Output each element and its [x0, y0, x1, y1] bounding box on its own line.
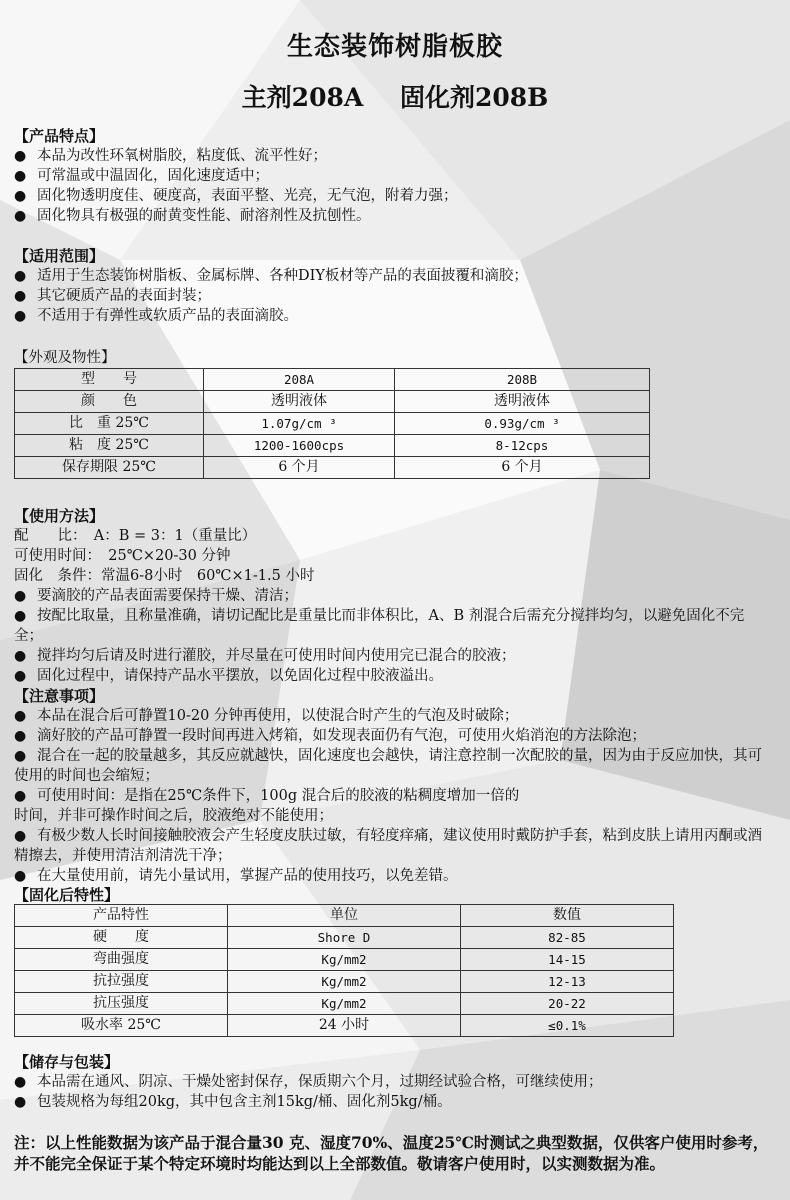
notes-item: ● 滴好胶的产品可静置一段时间再进入烤箱，如发现表面仍有气泡，可使用火焰消泡的方法除泡；: [14, 726, 646, 746]
table-cell: 14-15: [461, 949, 674, 971]
table-cell: 6 个月: [395, 457, 650, 479]
table-cell: Kg/mm2: [228, 971, 461, 993]
notes-item: ● 在大量使用前，请先小量试用，掌握产品的使用技巧，以免差错。: [14, 866, 458, 886]
table-cell: 6 个月: [204, 457, 395, 479]
table-cell: 保存期限 25℃: [15, 457, 204, 479]
table-cell: 12-13: [461, 971, 674, 993]
table-cell: Kg/mm2: [228, 993, 461, 1015]
properties-table: [14, 368, 650, 479]
scope-item: ● 适用于生态装饰树脂板、金属标牌、各种DIY板材等产品的表面披覆和滴胶；: [14, 266, 528, 286]
table-cell: 型 号: [15, 369, 204, 391]
table-cell: 1.07g/cm ³: [204, 413, 395, 435]
table-cell: ≤0.1%: [461, 1015, 674, 1037]
cured-heading: 【固化后特性】: [14, 886, 120, 904]
cured-properties-table: [14, 904, 674, 1037]
notes-item: ● 可使用时间：是指在25℃条件下，100g 混合后的胶液的粘稠度增加一倍的: [14, 786, 519, 806]
notes-item: ● 有极少数人长时间接触胶液会产生轻度皮肤过敏，有轻度痒痛，建议使用时戴防护手套，粘到皮肤上请用丙酮或酒精擦去，并使用清洁剂清洗干净；: [14, 826, 772, 866]
table-cell: 吸水率 25℃: [15, 1015, 228, 1037]
document-title: 生态装饰树脂板胶: [286, 32, 503, 62]
table-cell: 硬 度: [15, 927, 228, 949]
table-row: [15, 949, 674, 971]
table-cell: 20-22: [461, 993, 674, 1015]
table-cell: 抗压强度: [15, 993, 228, 1015]
notes-item-continued: 时间，并非可操作时间之后，胶液绝对不能使用；: [14, 808, 333, 824]
table-cell: 8-12cps: [395, 435, 650, 457]
table-row: [15, 435, 650, 457]
features-item: ● 可常温或中温固化，固化速度适中；: [14, 166, 269, 186]
table-row: [15, 971, 674, 993]
table-cell: 208B: [395, 369, 650, 391]
table-cell: 抗拉强度: [15, 971, 228, 993]
table-cell: 1200-1600cps: [204, 435, 395, 457]
table-cell: 208A: [204, 369, 395, 391]
usage-pot-life: 可使用时间： 25℃×20-30 分钟: [14, 548, 231, 564]
features-heading: 【产品特点】: [14, 127, 105, 145]
table-row: [15, 391, 650, 413]
table-cell: 0.93g/cm ³: [395, 413, 650, 435]
table-header: 单位: [228, 905, 461, 927]
storage-heading: 【储存与包装】: [14, 1053, 120, 1071]
table-row: [15, 369, 650, 391]
notes-item: ● 本品在混合后可静置10-20 分钟再使用，以使混合时产生的气泡及时破除；: [14, 706, 518, 726]
footnote: 注：以上性能数据为该产品于混合量30 克、湿度70%、温度25℃时测试之典型数据，仅供客户使用时参考，并不能完全保证于某个特定环境时均能达到以上全部数值。敬请客户使用时，以实测数据为准。: [14, 1133, 769, 1173]
usage-item: ● 按配比取量，且称量准确，请切记配比是重量比而非体积比，A、B 剂混合后需充分搅拌均匀，以避免固化不完全；: [14, 606, 772, 646]
storage-item: ● 包装规格为每组20kg，其中包含主剂15kg/桶、固化剂5kg/桶。: [14, 1092, 452, 1112]
table-cell: 粘 度 25℃: [15, 435, 204, 457]
table-cell: 颜 色: [15, 391, 204, 413]
table-cell: 比 重 25℃: [15, 413, 204, 435]
table-cell: 透明液体: [395, 391, 650, 413]
table-cell: 透明液体: [204, 391, 395, 413]
table-header-row: [15, 905, 674, 927]
table-cell: 弯曲强度: [15, 949, 228, 971]
scope-heading: 【适用范围】: [14, 247, 105, 265]
storage-item: ● 本品需在通风、阴凉、干燥处密封保存，保质期六个月，过期经试验合格，可继续使用；: [14, 1072, 603, 1092]
usage-heading: 【使用方法】: [14, 507, 105, 525]
properties-heading: 【外观及物性】: [14, 350, 116, 366]
table-cell: 82-85: [461, 927, 674, 949]
features-item: ● 固化物具有极强的耐黄变性能、耐溶剂性及抗刨性。: [14, 206, 371, 226]
hardener-name: 固化剂208B: [399, 83, 549, 112]
main-agent-name: 主剂208A: [241, 83, 364, 112]
table-header: 数值: [461, 905, 674, 927]
usage-item: ● 要滴胶的产品表面需要保持干燥、清洁；: [14, 586, 298, 606]
table-cell: 24 小时: [228, 1015, 461, 1037]
table-row: [15, 993, 674, 1015]
table-header: 产品特性: [15, 905, 228, 927]
usage-cure-conditions: 固化 条件：常温6-8小时 60℃×1-1.5 小时: [14, 568, 315, 584]
product-subtitle: [0, 78, 790, 114]
features-item: ● 本品为改性环氧树脂胶，粘度低、流平性好；: [14, 146, 327, 166]
scope-item: ● 其它硬质产品的表面封装；: [14, 286, 211, 306]
table-cell: Kg/mm2: [228, 949, 461, 971]
usage-ratio: 配 比： A：B = 3：1（重量比）: [14, 528, 257, 544]
usage-item: ● 固化过程中，请保持产品水平摆放，以免固化过程中胶液溢出。: [14, 666, 443, 686]
notes-heading: 【注意事项】: [14, 687, 105, 705]
table-row: [15, 927, 674, 949]
table-cell: Shore D: [228, 927, 461, 949]
notes-item: ● 混合在一起的胶量越多，其反应就越快，固化速度也会越快，请注意控制一次配胶的量，因为由于反应加快，其可使用的时间也会缩短；: [14, 746, 772, 786]
table-row: [15, 413, 650, 435]
scope-item: ● 不适用于有弹性或软质产品的表面滴胶。: [14, 306, 298, 326]
table-row: [15, 1015, 674, 1037]
table-row: [15, 457, 650, 479]
usage-item: ● 搅拌均匀后请及时进行灌胶，并尽量在可使用时间内使用完已混合的胶液；: [14, 646, 516, 666]
features-item: ● 固化物透明度佳、硬度高，表面平整、光亮，无气泡，附着力强；: [14, 186, 458, 206]
